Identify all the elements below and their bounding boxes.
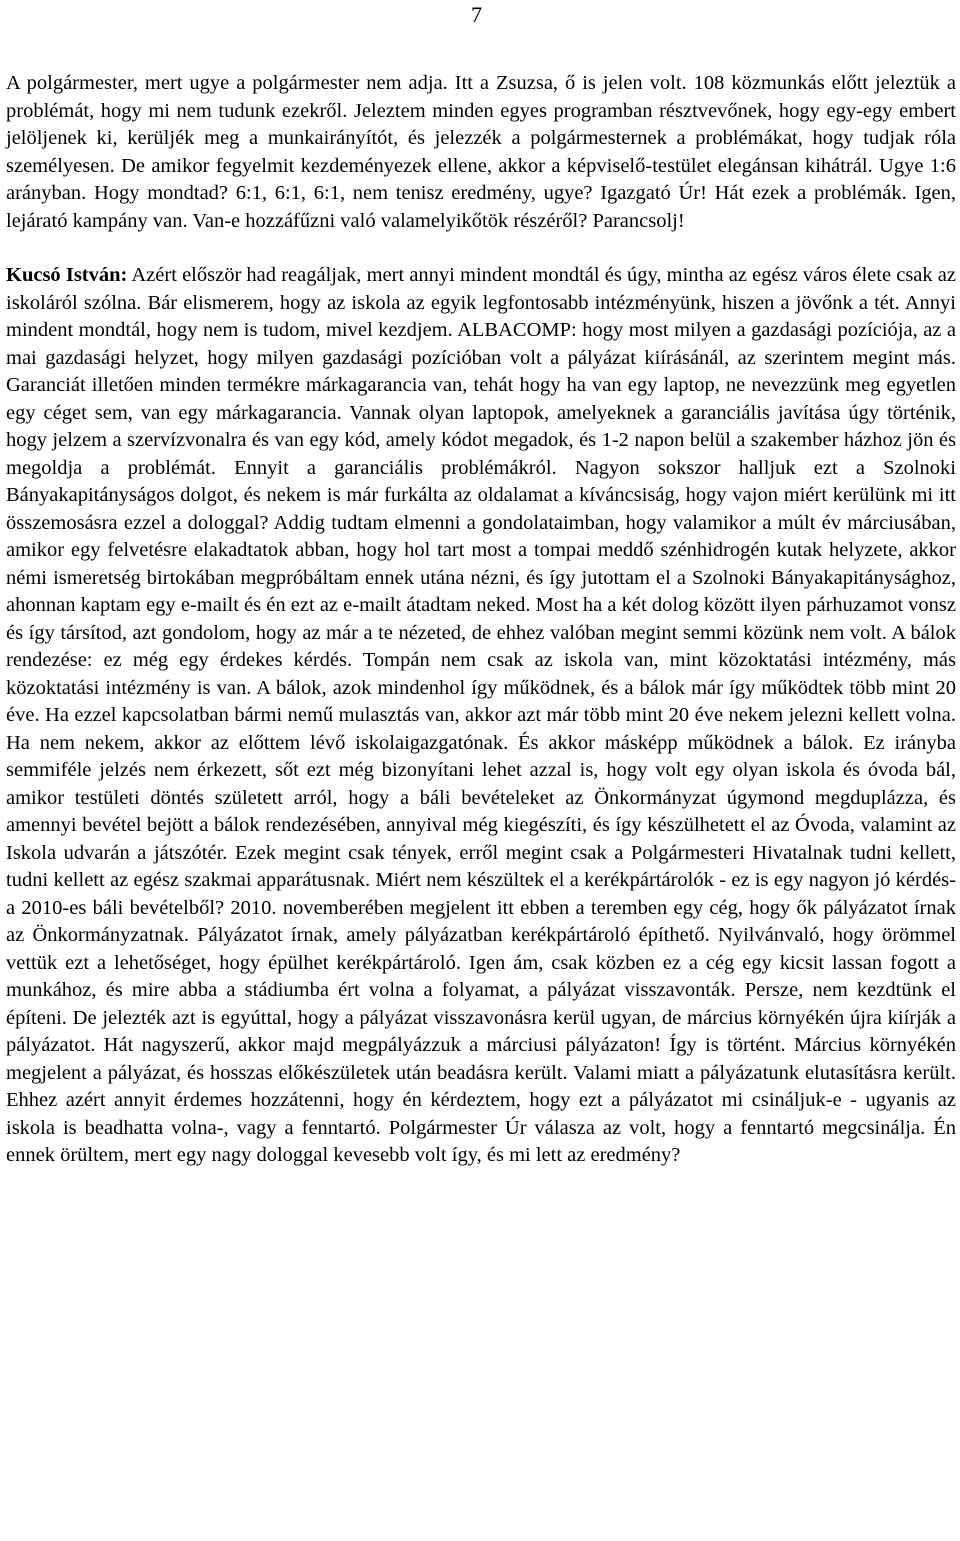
intro-paragraph: A polgármester, mert ugye a polgármester nem adja. Itt a Zsuzsa, ő is jelen volt. 108 közmunkás előtt jeleztük a problémát, hogy mi nem tudunk ezekről. Jeleztem minden egyes programban résztvevőnek, hogy egy-egy embert jelöljenek ki, kerüljék meg a munkairányítót, és jelezzék a polgármesternek a problémákat, hogy tudjak róla személyesen. De amikor fegyelmit kezdeményezek ellene, akkor a képviselő-testület elegánsan kihátrál. Ugye 1:6 arányban. Hogy mondtad? 6:1, 6:1, 6:1, nem tenisz eredmény, ugye? Igazgató Úr! Hát ezek a problémák. Igen, lejárató kampány van. Van-e hozzáfűzni való valamelyikőtök részéről? Parancsolj! bbox=[6, 72, 956, 232]
body-text bbox=[6, 70, 956, 1170]
paragraph-spacer bbox=[6, 235, 956, 262]
page-number: 7 bbox=[471, 2, 482, 27]
speech-text: Azért először had reagáljak, mert annyi mindent mondtál és úgy, mintha az egész város élete csak az iskoláról szólna. Bár elismerem, hogy az iskola az egyik legfontosabb intézményünk, hiszen a jövőnk a tét. Annyi mindent mondtál, hogy nem is tudom, mivel kezdjem. ALBACOMP: hogy most milyen a gazdasági pozíciója, az a mai gazdasági helyzet, hogy milyen gazdasági pozícióban volt a pályázat kiírásánál, az szerintem megint más. Garanciát illetően minden termékre márkagarancia van, tehát hogy ha van egy laptop, ne nevezzünk meg egyetlen egy céget sem, van egy márkagarancia. Vannak olyan laptopok, amelyeknek a garanciális javítása úgy történik, hogy jelzem a szervízvonalra és van egy kód, amely kódot megadok, és 1-2 napon belül a szakember házhoz jön és megoldja a problémát. Ennyit a garanciális problémákról. Nagyon sokszor halljuk ezt a Szolnoki Bányakapitányságos dolgot, és nekem is már furkálta az oldalamat a kíváncsiság, hogy vajon miért kerülünk mi itt összemosásra ezzel a dologgal? Addig tudtam elmenni a gondolataimban, hogy valamikor a múlt év márciusában, amikor egy felvetésre elakadtatok abban, hogy hol tart most a tompai meddő szénhidrogén kutak helyzete, akkor némi ismeretség birtokában megpróbáltam ennek utána nézni, és így jutottam el a Szolnoki Bányakapitánysághoz, ahonnan kaptam egy e-mailt és én ezt az e-mailt átadtam neked. Most ha a két dolog között ilyen párhuzamot vonsz és így társítod, azt gondolom, hogy az már a te nézeted, de ehhez valóban megint semmi közünk nem volt. A bálok rendezése: ez még egy érdekes kérdés. Tompán nem csak az iskola van, mint közoktatási intézmény, más közoktatási intézmény is van. A bálok, azok mindenhol így működnek, és a bálok már így működtek több mint 20 éve. Ha ezzel kapcsolatban bármi nemű mulasztás van, akkor azt már több mint 20 éve nekem jelezni kellett volna. Ha nem nekem, akkor az előttem lévő iskolaigazgatónak. És akkor másképp működnek a bálok. Ez irányba semmiféle jelzés nem érkezett, sőt ezt még bizonyítani lehet azzal is, hogy volt egy olyan iskola és óvoda bál, amikor testületi döntés született arról, hogy a báli bevételeket az Önkormányzat úgymond megduplázza, és amennyi bevétel bejött a bálok rendezésében, annyival még kiegészíti, és így készülhetett el az Óvoda, valamint az Iskola udvarán a játszótér. Ezek megint csak tények, erről megint csak a Polgármesteri Hivatalnak tudni kellett, tudni kellett az egész szakmai apparátusnak. Miért nem készültek el a kerékpártárolók - ez is egy nagyon jó kérdés- a 2010-es báli bevételből? 2010. novemberében megjelent itt ebben a teremben egy cég, hogy ők pályázatot írnak az Önkormányzatnak. Pályázatot írnak, amely pályázatban kerékpártároló építhető. Nyilvánvaló, hogy örömmel vettük ezt a lehetőséget, hogy épülhet kerékpártároló. Igen ám, csak közben ez a cég egy kicsit lassan fogott a munkához, és mire abba a stádiumba ért volna a folyamat, a pályázat visszavonták. Persze, nem kezdtünk el építeni. De jelezték azt is egyúttal, hogy a pályázat visszavonásra kerül ugyan, de március környékén újra kiírják a pályázatot. Hát nagyszerű, akkor majd megpályázzuk a márciusi pályázaton! Így is történt. Március környékén megjelent a pályázat, és hosszas előkészületek után beadásra került. Valami miatt a pályázatunk elutasításra került. Ehhez azért annyit érdemes hozzátenni, hogy én kérdeztem, hogy ezt a pályázatot mi csináljuk-e - ugyanis az iskola is beadhatta volna-, vagy a fenntartó. Polgármester Úr válasza az volt, hogy a fenntartó megcsinálja. Én ennek örültem, mert egy nagy dologgal kevesebb volt így, és mi lett az eredmény? bbox=[6, 264, 957, 1166]
speaker-name: Kucsó István: bbox=[6, 264, 128, 286]
speech-paragraph bbox=[6, 262, 956, 1170]
